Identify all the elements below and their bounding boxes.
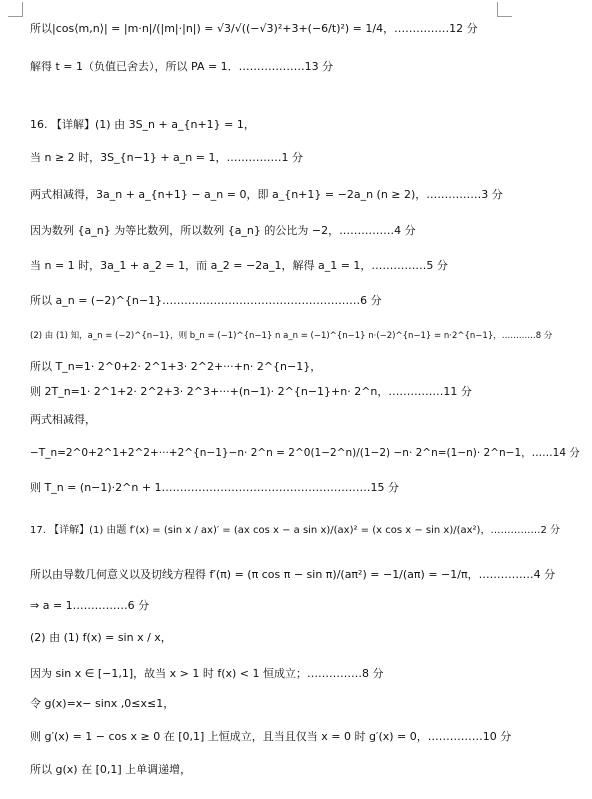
text-line: (2) 由 (1) f(x) = sin x / x， (30, 631, 172, 644)
text-line: 因为数列 {a_n} 为等比数列，所以数列 {a_n} 的公比为 −2，……………4 分 (30, 224, 416, 237)
text-line: ⇒ a = 1……………6 分 (30, 599, 150, 612)
text-line: 两式相减得， (30, 413, 96, 426)
text-line: 所以 T_n=1· 2^0+2· 2^1+3· 2^2+···+n· 2^{n−1}， (30, 360, 322, 373)
text-line: 当 n ≥ 2 时，3S_{n−1} + a_n = 1，……………1 分 (30, 151, 303, 164)
text-line: 两式相减得，3a_n + a_{n+1} − a_n = 0，即 a_{n+1} = −2a_n (n ≥ 2)，……………3 分 (30, 188, 503, 201)
text-line: 因为 sin x ∈ [−1,1]，故当 x > 1 时 f(x) < 1 恒成立；……………8 分 (30, 667, 384, 680)
text-line: 17. 【详解】(1) 由题 f′(x) = (sin x / ax)′ = (ax cos x − a sin x)/(ax)² = (x cos x − sin x)/(ax²)，……………2 分 (30, 525, 560, 536)
text-line: 所以|cos⟨m,n⟩| = |m·n|/(|m|·|n|) = √3/√((−√3)²+3+(−6/t)²) = 1/4，……………12 分 (30, 22, 478, 35)
page-corner-marker-top-right (497, 2, 512, 17)
text-line: 令 g(x)=x− sinx ,0≤x≤1， (30, 697, 175, 710)
text-line: 则 2T_n=1· 2^1+2· 2^2+3· 2^3+···+(n−1)· 2^{n−1}+n· 2^n，……………11 分 (30, 385, 472, 398)
text-line: 当 n = 1 时，3a_1 + a_2 = 1，而 a_2 = −2a_1，解得 a_1 = 1，……………5 分 (30, 259, 448, 272)
text-line: −T_n=2^0+2^1+2^2+···+2^{n−1}−n· 2^n = 2^0(1−2^n)/(1−2) −n· 2^n=(1−n)· 2^n−1，……14 分 (30, 447, 580, 459)
text-line: 则 g′(x) = 1 − cos x ≥ 0 在 [0,1] 上恒成立，且当且仅当 x = 0 时 g′(x) = 0，……………10 分 (30, 730, 512, 743)
text-line: (2) 由 (1) 知，a_n = (−2)^{n−1}，则 b_n = (−1)^{n−1} n a_n = (−1)^{n−1} n·(−2)^{n−1} = n·2^{n−1}，…………8 分 (30, 331, 553, 341)
page-corner-marker-top-left (8, 2, 23, 17)
text-line: 所以 g(x) 在 [0,1] 上单调递增， (30, 763, 192, 776)
text-line: 则 T_n = (n−1)·2^n + 1…………………………………………………15 分 (30, 481, 400, 494)
text-line: 所以由导数几何意义以及切线方程得 f′(π) = (π cos π − sin π)/(aπ²) = −1/(aπ) = −1/π，……………4 分 (30, 568, 556, 581)
text-line: 解得 t = 1（负值已舍去），所以 PA = 1．………………13 分 (30, 60, 334, 73)
text-line: 16. 【详解】(1) 由 3S_n + a_{n+1} = 1， (30, 118, 255, 131)
text-line: 所以 a_n = (−2)^{n−1}………………………………………………6 分 (30, 294, 382, 307)
